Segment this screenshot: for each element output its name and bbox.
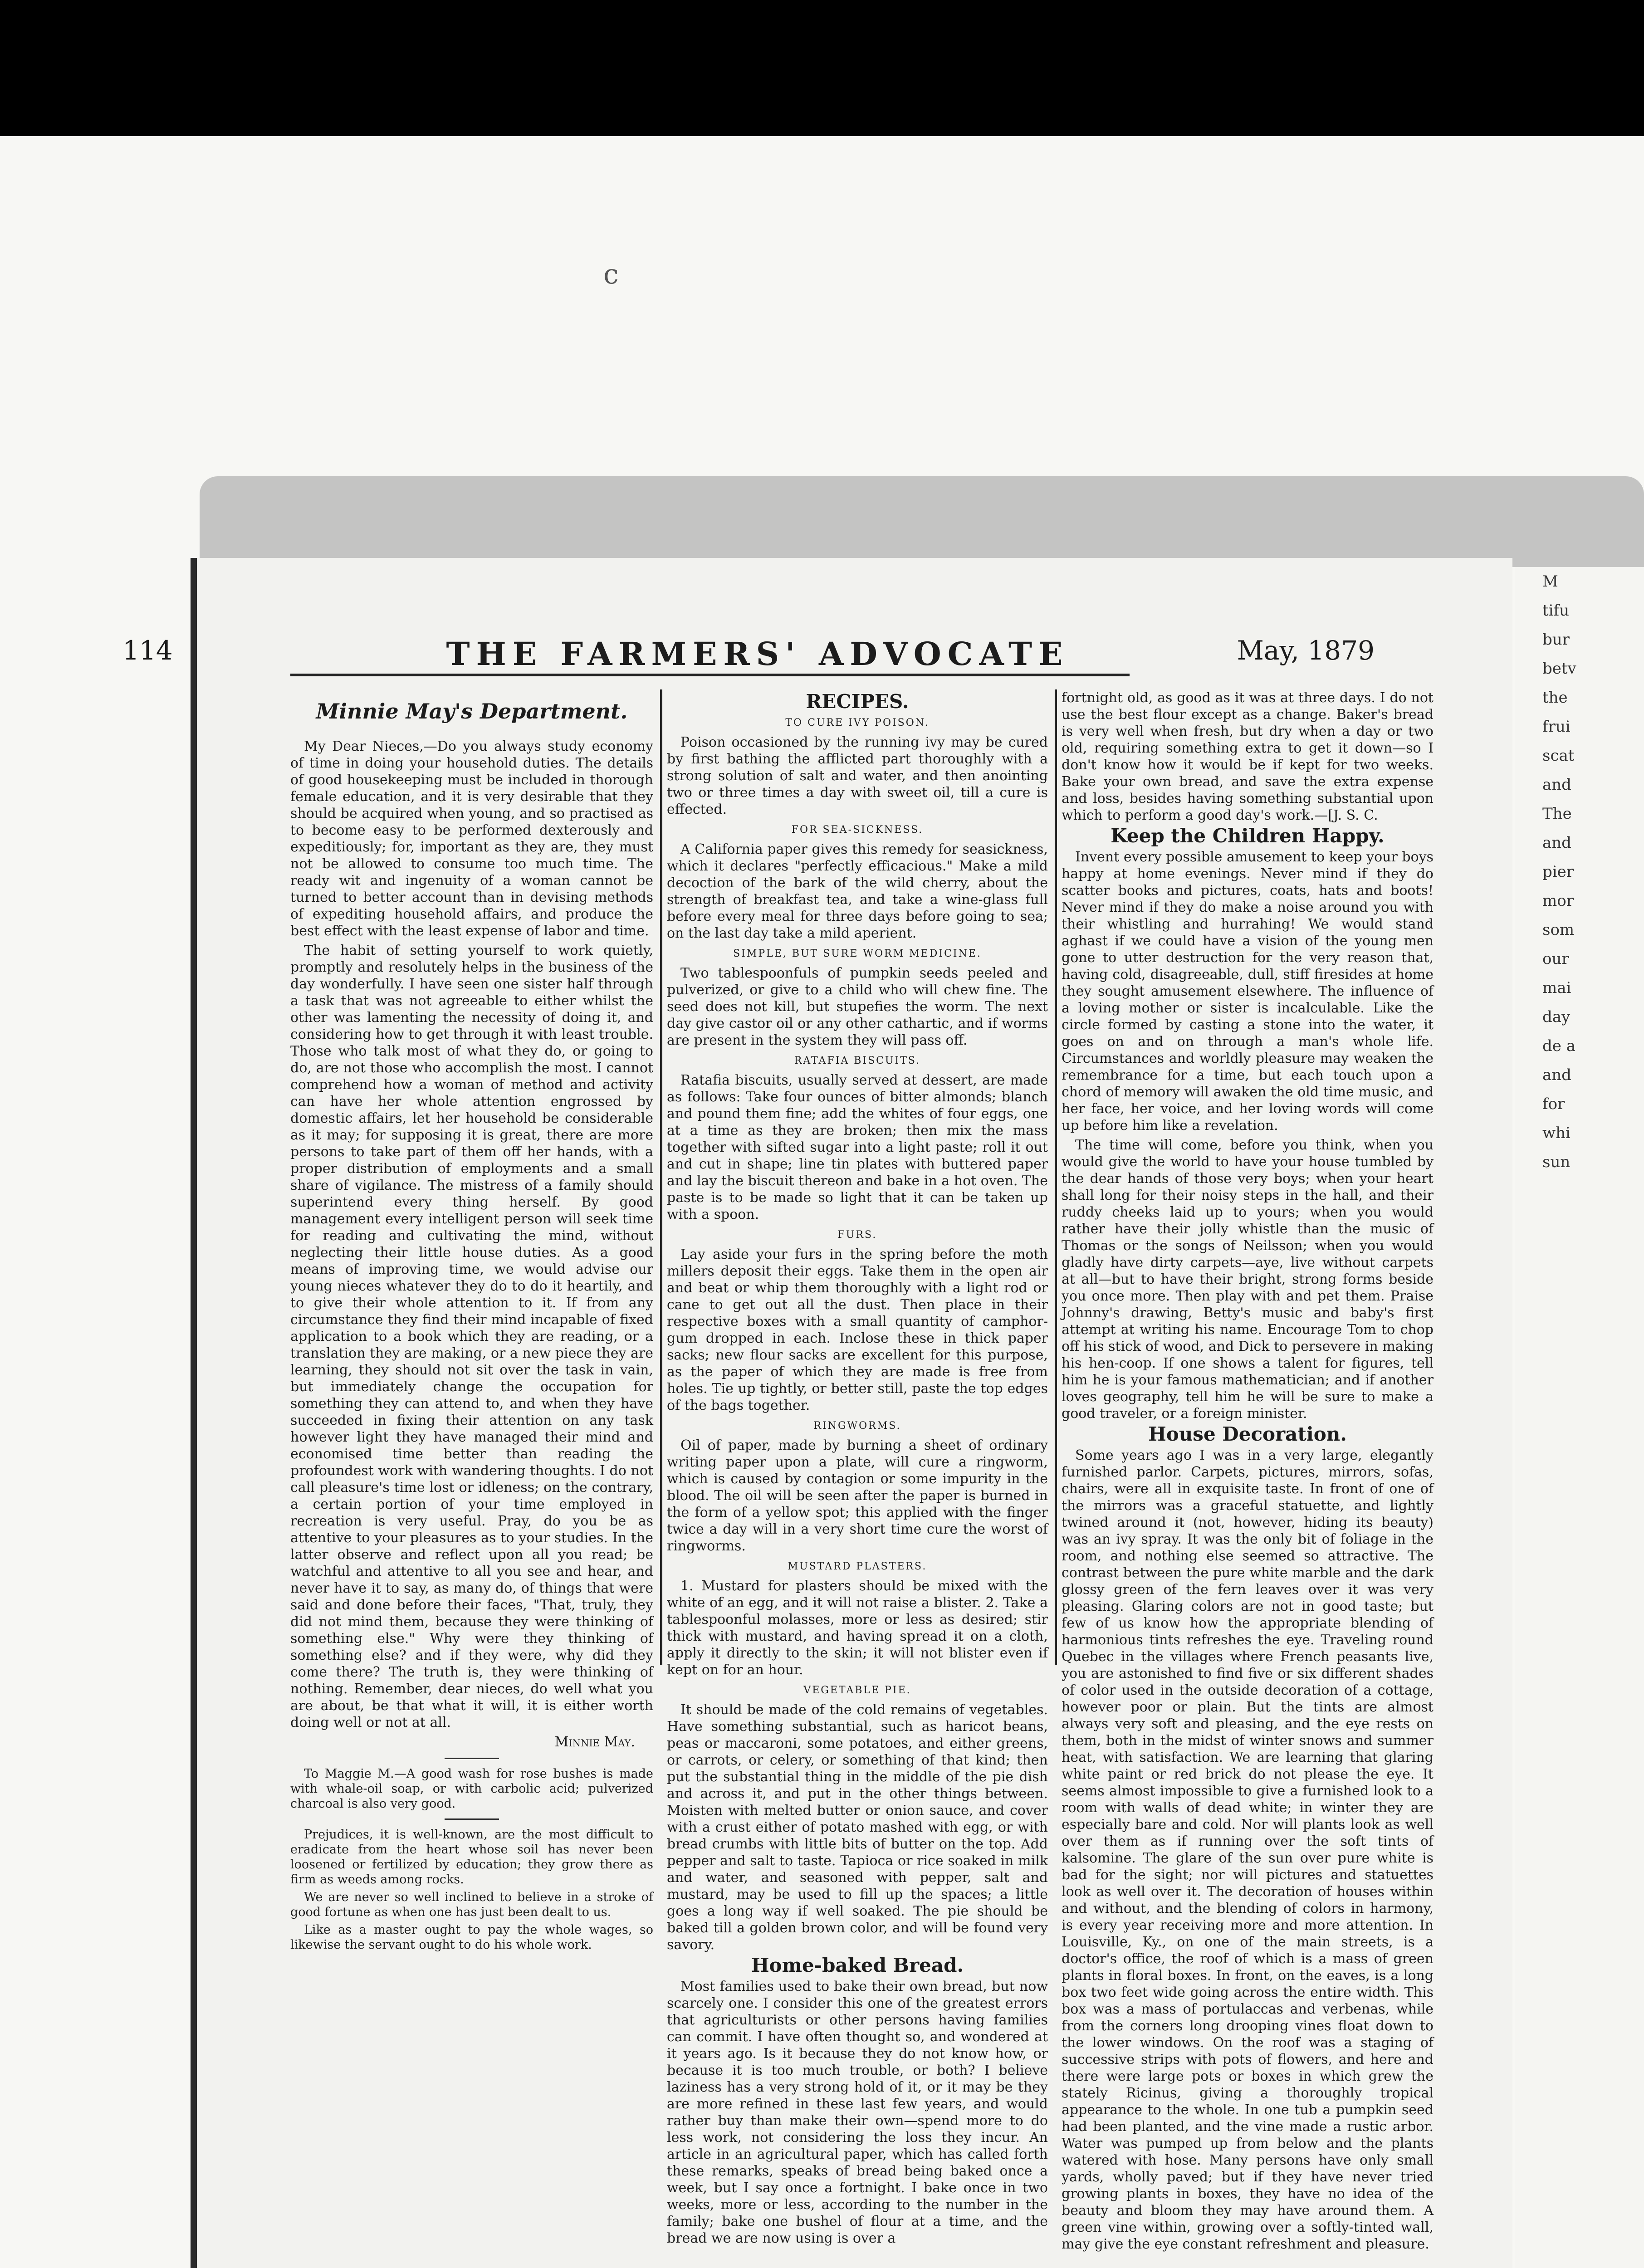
adjacent-page-fragment: betv xyxy=(1542,660,1576,678)
header-rule xyxy=(290,674,1130,676)
paragraph: The habit of setting yourself to work quietly, promptly and resolutely helps in the business of the day wonderfully. I have seen one sister half through a task that was not agreeable to either whilst the other was lamenting the necessity of doing it, and considering how to get through it with least trouble. Those who talk most of what they do, or going to do, are not those who accomplish the most. I cannot comprehend how a woman of method and activity can have her whole attention engrossed by domestic affairs, let her household be considerable as it may; for supposing it is great, there are more persons to take part of them off her hands, with a proper distribution of employments and a small share of vigilance. The mistress of a family should superintend every thing herself. By good management every intelligent person will seek time for reading and cultivating the mind, without neglecting their little house duties. As a good means of improving time, we would advise our young nieces whatever they do to do it heartily, and to give their whole attention to it. If from any circumstance they find their mind incapable of fixed application to a book which they are reading, or a translation they are making, or a new piece they are learning, they should not sit over the task in vain, but immediately change the occupation for something they can attend to, and when they have succeeded in fixing their attention on any task however light they have managed their mind and economised time better than reading the profoundest work with wandering thoughts. I do not call pleasure's time lost or idleness; on the contrary, a certain portion of your time employed in recreation is very useful. Pray, do you be as attentive to your pleasures as to your studies. In the latter observe and reflect upon all you read; be watchful and attentive to all you see and hear, and never have it to say, as many do, of things that were said and done before their faces, "That, truly, they did not mind them, because they were thinking of something else." Why were they thinking of something else? and if they were, why did they come there? The truth is, they were thinking of nothing. Remember, dear nieces, do well what you are about, be that what it will, it is either worth doing well or not at all. xyxy=(290,943,653,1730)
adjacent-page-fragment: for xyxy=(1542,1095,1565,1113)
adjacent-page-text xyxy=(1542,567,1644,1177)
recipe-title: VEGETABLE PIE. xyxy=(803,1685,911,1696)
pencil-mark: c xyxy=(603,259,619,290)
adjacent-page-fragment: our xyxy=(1542,950,1569,968)
recipe-text: Poison occasioned by the running ivy may be cured by first bathing the afflicted part thoroughly with a strong solution of salt and water, and then anointing two or three times a day with sweet oil, till a cure is effected. xyxy=(667,734,1048,817)
signature: Minnie May. xyxy=(554,1734,635,1750)
separator xyxy=(445,1818,499,1820)
recipe-text: It should be made of the cold remains of vegetables. Have something substantial, such as haricot beans, peas or maccaroni, some potatoes, and either greens, or carrots, or celery, or something of that kind; then put the substantial thing in the middle of the pie dish and across it, and put in the other things between. Moisten with melted butter or onion sauce, and cover with a crust either of potato mashed with egg, or with bread crumbs with little bits of butter on the top. Add pepper and salt to taste. Tapioca or rice soaked in milk and water, and seasoned with pepper, salt and mustard, may be used to fill up the spaces; a little goes a long way if well soaked. The pie should be baked till a golden brown color, and will be found very savory. xyxy=(667,1702,1048,1953)
recipe-title: FURS. xyxy=(837,1229,877,1241)
adjacent-page-fragment: de a xyxy=(1542,1037,1576,1055)
recipe-text: 1. Mustard for plasters should be mixed with the white of an egg, and it will not raise a blister. 2. Take a tablespoonful molasses, more or less as desired; stir thick with mustard, and having spread it on a cloth, apply it directly to the skin; it will not blister even if kept on for an hour. xyxy=(667,1578,1048,1678)
recipe-text: Lay aside your furs in the spring before the moth millers deposit their eggs. Take them in the open air and beat or whip them thoroughly with a light rod or cane to get out all the dust. Then place in their respective boxes with a small quantity of camphor-gum dropped in each. Inclose these in thick paper sacks; new flour sacks are excellent for this purpose, as the paper of which they are made is free from holes. Tie up tightly, or better still, paste the top edges of the bags together. xyxy=(667,1246,1048,1413)
masthead-title: THE FARMERS' ADVOCATE xyxy=(446,635,1069,673)
recipe-text: A California paper gives this remedy for seasickness, which it declares "perfectly efficacious." Make a mild decoction of the bark of the wild cherry, about the strength of breakfast tea, and take a wine-glass full before every meal for three days before going to sea; on the last day take a mild aperient. xyxy=(667,841,1048,941)
adjacent-page-fragment: the xyxy=(1542,689,1568,707)
department-title: Minnie May's Department. xyxy=(316,699,628,723)
adjacent-page-fragment: M xyxy=(1542,572,1558,591)
column-divider xyxy=(660,689,662,1665)
adjacent-page-fragment: and xyxy=(1542,776,1571,794)
section-heading: Home-baked Bread. xyxy=(751,1954,964,1976)
adjacent-page-edge xyxy=(1515,567,1644,2268)
issue-date: May, 1879 xyxy=(1237,635,1375,666)
adjacent-page-fragment: mai xyxy=(1542,979,1571,997)
note: To Maggie M.—A good wash for rose bushes is made with whale-oil soap, or with carbolic acid; pulverized charcoal is also very good. xyxy=(290,1767,653,1811)
adjacent-page-fragment: scat xyxy=(1542,747,1575,765)
adjacent-page-fragment: sun xyxy=(1542,1153,1571,1171)
paragraph: The time will come, before you think, when you would give the world to have your house tumbled by the dear hands of those very boys; when your heart shall long for their noisy steps in the hall, and their ruddy cheeks laid up to yours; when you would rather have their jolly whistle than the music of Thomas or the songs of Neilsson; when you would gladly have dirty carpets—aye, live without carpets at all—but to have their bright, strong forms beside you once more. Then play with and pet them. Praise Johnny's drawing, Betty's music and baby's first attempt at writing his name. Encourage Tom to chop off his stick of wood, and Dick to persevere in making his hen-coop. If one shows a talent for figures, tell him he is your famous mathematician; and if another loves geography, tell him he will be sure to make a good traveler, or a foreign minister. xyxy=(1062,1137,1434,1422)
section-heading: RECIPES. xyxy=(806,690,909,713)
column-divider xyxy=(1055,689,1057,1665)
recipe-title: TO CURE IVY POISON. xyxy=(785,717,930,728)
page-curl-shadow xyxy=(200,476,1644,567)
adjacent-page-fragment: day xyxy=(1542,1008,1571,1026)
page-header xyxy=(122,635,1375,671)
column-1 xyxy=(290,689,653,1955)
separator xyxy=(445,1758,499,1759)
adjacent-page-fragment: pier xyxy=(1542,863,1574,881)
recipe-text: Oil of paper, made by burning a sheet of ordinary writing paper upon a plate, will cure a ringworm, which is caused by contagion or some impurity in the blood. The oil will be seen after the paper is burned in the form of a yellow spot; this applied with the finger twice a day will in a very short time cure the worst of ringworms. xyxy=(667,1437,1048,1554)
recipe-title: MUSTARD PLASTERS. xyxy=(788,1561,927,1572)
paragraph: My Dear Nieces,—Do you always study economy of time in doing your household duties. The details of good housekeeping must be included in thorough female education, and it is very desirable that they should be acquired when young, and so practised as to become easy to be performed dexterously and expeditiously; for, important as they are, they must not be allowed to consume too much time. The ready wit and ingenuity of a woman cannot be turned to better account than in devising methods of expediting household affairs, and produce the best effect with the least expense of labor and time. xyxy=(290,738,653,939)
adjacent-page-fragment: bur xyxy=(1542,631,1570,649)
note: Like as a master ought to pay the whole wages, so likewise the servant ought to do his whole work. xyxy=(290,1923,653,1952)
adjacent-page-fragment: and xyxy=(1542,834,1571,852)
paragraph: fortnight old, as good as it was at three days. I do not use the best flour except as a change. Baker's bread is very well when fresh, but dry when a day or two old, requiring something extra to get it down—so I don't know how it would be if kept for two weeks. Bake your own bread, and save the extra expense and loss, besides having something substantial upon which to perform a good day's work.—[J. S. C. xyxy=(1062,690,1434,823)
note: We are never so well inclined to believe in a stroke of good fortune as when one has just been dealt to us. xyxy=(290,1890,653,1919)
recipe-text: Two tablespoonfuls of pumpkin seeds peeled and pulverized, or give to a child who will chew fine. The seed does not kill, but stupefies the worm. The next day give castor oil or any other cathartic, and if worms are present in the system they will pass off. xyxy=(667,965,1048,1048)
paragraph: Most families used to bake their own bread, but now scarcely one. I consider this one of the greatest errors that agriculturists or other persons having families can commit. I have often thought so, and wondered at it years ago. Is it because they do not know how, or because it is too much trouble, or both? I believe laziness has a very strong hold of it, or it may be they are more refined in these last few years, and would rather buy than make their own—spend more to do less work, not considering the loss they incur. An article in an agricultural paper, which has called forth these remarks, speaks of bread being baked once a week, but I say once a fortnight. I bake once in two weeks, more or less, according to the number in the family; bake one bushel of flour at a time, and the bread we are now using is over a xyxy=(667,1979,1048,2246)
column-2 xyxy=(667,689,1048,2249)
recipe-text: Ratafia biscuits, usually served at dessert, are made as follows: Take four ounces of bitter almonds; blanch and pound them fine; add the whites of four eggs, one at a time as they are broken; then mix the mass together with sifted sugar into a light paste; roll it out and cut in shape; line tin plates with buttered paper and lay the biscuit thereon and bake in a hot oven. The paste is to be made so light that it can be taken up with a spoon. xyxy=(667,1072,1048,1222)
section-heading: Keep the Children Happy. xyxy=(1111,825,1385,847)
section-heading: House Decoration. xyxy=(1148,1423,1347,1445)
adjacent-page-fragment: som xyxy=(1542,921,1575,939)
recipe-title: SIMPLE, BUT SURE WORM MEDICINE. xyxy=(733,948,982,959)
paragraph: Invent every possible amusement to keep your boys happy at home evenings. Never mind if they do scatter books and pictures, coats, hats and boots! Never mind if they do make a noise around you with their whistling and hurrahing! We would stand aghast if we could have a vision of the young men gone to utter destruction for the very reason that, having cold, disagreeable, dull, stiff firesides at home they sought amusement elsewhere. The influence of a loving mother or sister is incalculable. Like the circle formed by casting a stone into the water, it goes on and on through a man's whole life. Circumstances and worldly pleasure may weaken the remembrance for a time, but each touch upon a chord of memory will awaken the old time music, and her face, her voice, and her loving words will come up before him like a revelation. xyxy=(1062,849,1434,1134)
adjacent-page-fragment: whi xyxy=(1542,1124,1571,1142)
paragraph: Some years ago I was in a very large, elegantly furnished parlor. Carpets, pictures, mirrors, sofas, chairs, were all in exquisite taste. In front of one of the mirrors was a graceful statuette, and lightly twined around it (not, however, hiding its beauty) was an ivy spray. It was the only bit of foliage in the room, and nothing else seemed so attractive. The contrast between the pure white marble and the dark glossy green of the fern leaves over it was very pleasing. Glaring colors are not in good taste; but few of us know how the appropriate blending of harmonious tints refreshes the eye. Traveling round Quebec in the villages where French peasants live, you are astonished to find five or six different shades of color used in the outside decoration of a cottage, however poor or plain. But the tints are almost always very soft and pleasing, and the eye rests on them, both in the midst of winter snows and summer heat, with satisfaction. We are learning that glaring white paint or red brick do not please the eye. It seems almost impossible to give a furnished look to a room with walls of dead white; in winter they are especially bare and cold. Nor will plants look as well over them as if running over the soft tints of kalsomine. The glare of the sun over pure white is bad for the sight; nor will pictures and statuettes look as well over it. The decoration of houses within and without, and the blending of colors in harmony, is every year receiving more and more attention. In Louisville, Ky., on one of the main streets, is a doctor's office, the roof of which is a mass of green plants in floral boxes. In front, on the eaves, is a long box two feet wide going across the entire width. This box was a mass of portulaccas and verbenas, while from the corners long drooping vines float down to the lower windows. On the roof was a staging of successive strips with pots of flowers, and here and there were large pots or boxes in which grew the stately Ricinus, giving a thoroughly tropical appearance to the whole. In one tub a pumpkin seed had been planted, and the vine made a rustic arbor. Water was pumped up from below and the plants watered with hose. Many persons have only small yards, wholly paved; but if they have never tried growing plants in boxes, they have no idea of the beauty and bloom they may have around them. A green vine within, growing over a softly-tinted wall, may give the eye constant refreshment and pleasure. xyxy=(1062,1447,1434,2252)
recipe-title: RATAFIA BISCUITS. xyxy=(794,1055,921,1066)
adjacent-page-fragment: mor xyxy=(1542,892,1574,910)
adjacent-page-fragment: tifu xyxy=(1542,601,1570,620)
recipe-title: FOR SEA-SICKNESS. xyxy=(791,824,924,836)
page-number: 114 xyxy=(122,635,173,666)
note: Prejudices, it is well-known, are the most difficult to eradicate from the heart whose soil has never been loosened or fertilized by education; they grow there as firm as weeds among rocks. xyxy=(290,1828,653,1887)
adjacent-page-fragment: The xyxy=(1542,805,1572,823)
adjacent-page-fragment: frui xyxy=(1542,718,1571,736)
column-3 xyxy=(1062,689,1434,2255)
recipe-title: RINGWORMS. xyxy=(813,1420,901,1432)
adjacent-page-fragment: and xyxy=(1542,1066,1571,1084)
